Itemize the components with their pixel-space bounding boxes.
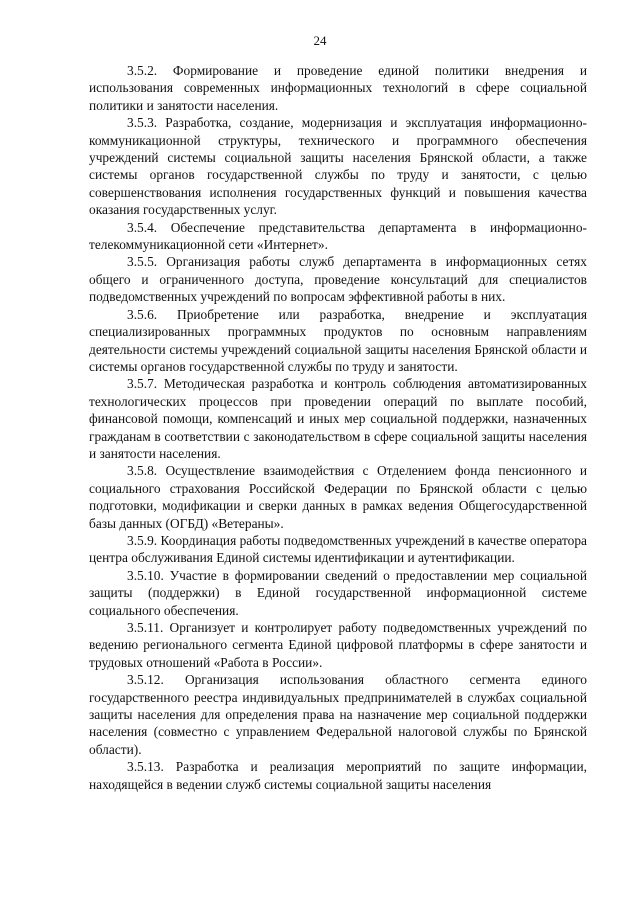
paragraph-3-5-13: 3.5.13. Разработка и реализация мероприятий по защите информации, находящейся в ведении служб системы социальной защиты населения: [89, 759, 587, 792]
paragraph-3-5-6: 3.5.6. Приобретение или разработка, внедрение и эксплуатация специализированных программных продуктов по основным направлениям деятельности системы учреждений социальной защиты населения Брянской области и системы органов государственной службы по труду и занятости.: [89, 306, 587, 374]
paragraph-3-5-3: 3.5.3. Разработка, создание, модернизация и эксплуатация информационно-коммуникационной структуры, технического и программного обеспечения учреждений системы социальной защиты населения Брянской области, а также системы органов государственной службы по труду и занятости, с целью совершенствования исполнения государственных функций и повышения качества оказания государственных услуг.: [89, 115, 587, 218]
paragraph-3-5-9: 3.5.9. Координация работы подведомственных учреждений в качестве оператора центра обслуживания Единой системы идентификации и аутентификации.: [89, 532, 587, 566]
paragraph-3-5-10: 3.5.10. Участие в формировании сведений о предоставлении мер социальной защиты (поддержки) в Единой государственной информационной системе социального обеспечения.: [89, 567, 587, 618]
paragraph-3-5-2: 3.5.2. Формирование и проведение единой политики внедрения и использования современных информационных технологий в сфере социальной политики и занятости населения.: [89, 63, 587, 113]
document-body: [89, 62, 587, 793]
page-number: 24: [313, 33, 327, 48]
paragraph-3-5-4: 3.5.4. Обеспечение представительства департамента в информационно-телекоммуникационной сети «Интернет».: [89, 219, 587, 253]
paragraph-3-5-8: 3.5.8. Осуществление взаимодействия с Отделением фонда пенсионного и социального страхования Российской Федерации по Брянской области с целью подготовки, модификации и сверки данных в рамках ведения Общегосударственной базы данных (ОГБД) «Ветераны».: [89, 463, 587, 531]
paragraph-3-5-7: 3.5.7. Методическая разработка и контроль соблюдения автоматизированных технологических процессов при проведении операций по выплате пособий, финансовой помощи, компенсаций и иных мер социальной поддержки, назначенных гражданам в соответствии с законодательством в сфере социальной защиты населения и занятости населения.: [89, 376, 587, 461]
paragraph-3-5-12: 3.5.12. Организация использования областного сегмента единого государственного реестра индивидуальных предпринимателей в службах социальной защиты населения для определения права на назначение мер социальной поддержки населения (совместно с управлением Федеральной налоговой службы по Брянской области).: [89, 672, 587, 757]
paragraph-3-5-5: 3.5.5. Организация работы служб департамента в информационных сетях общего и ограниченного доступа, проведение консультаций для специалистов подведомственных учреждений по вопросам эффективной работы в них.: [89, 254, 587, 305]
paragraph-3-5-11: 3.5.11. Организует и контролирует работу подведомственных учреждений по ведению регионального сегмента Единой цифровой платформы в сфере занятости и трудовых отношений «Работа в России».: [89, 620, 587, 670]
